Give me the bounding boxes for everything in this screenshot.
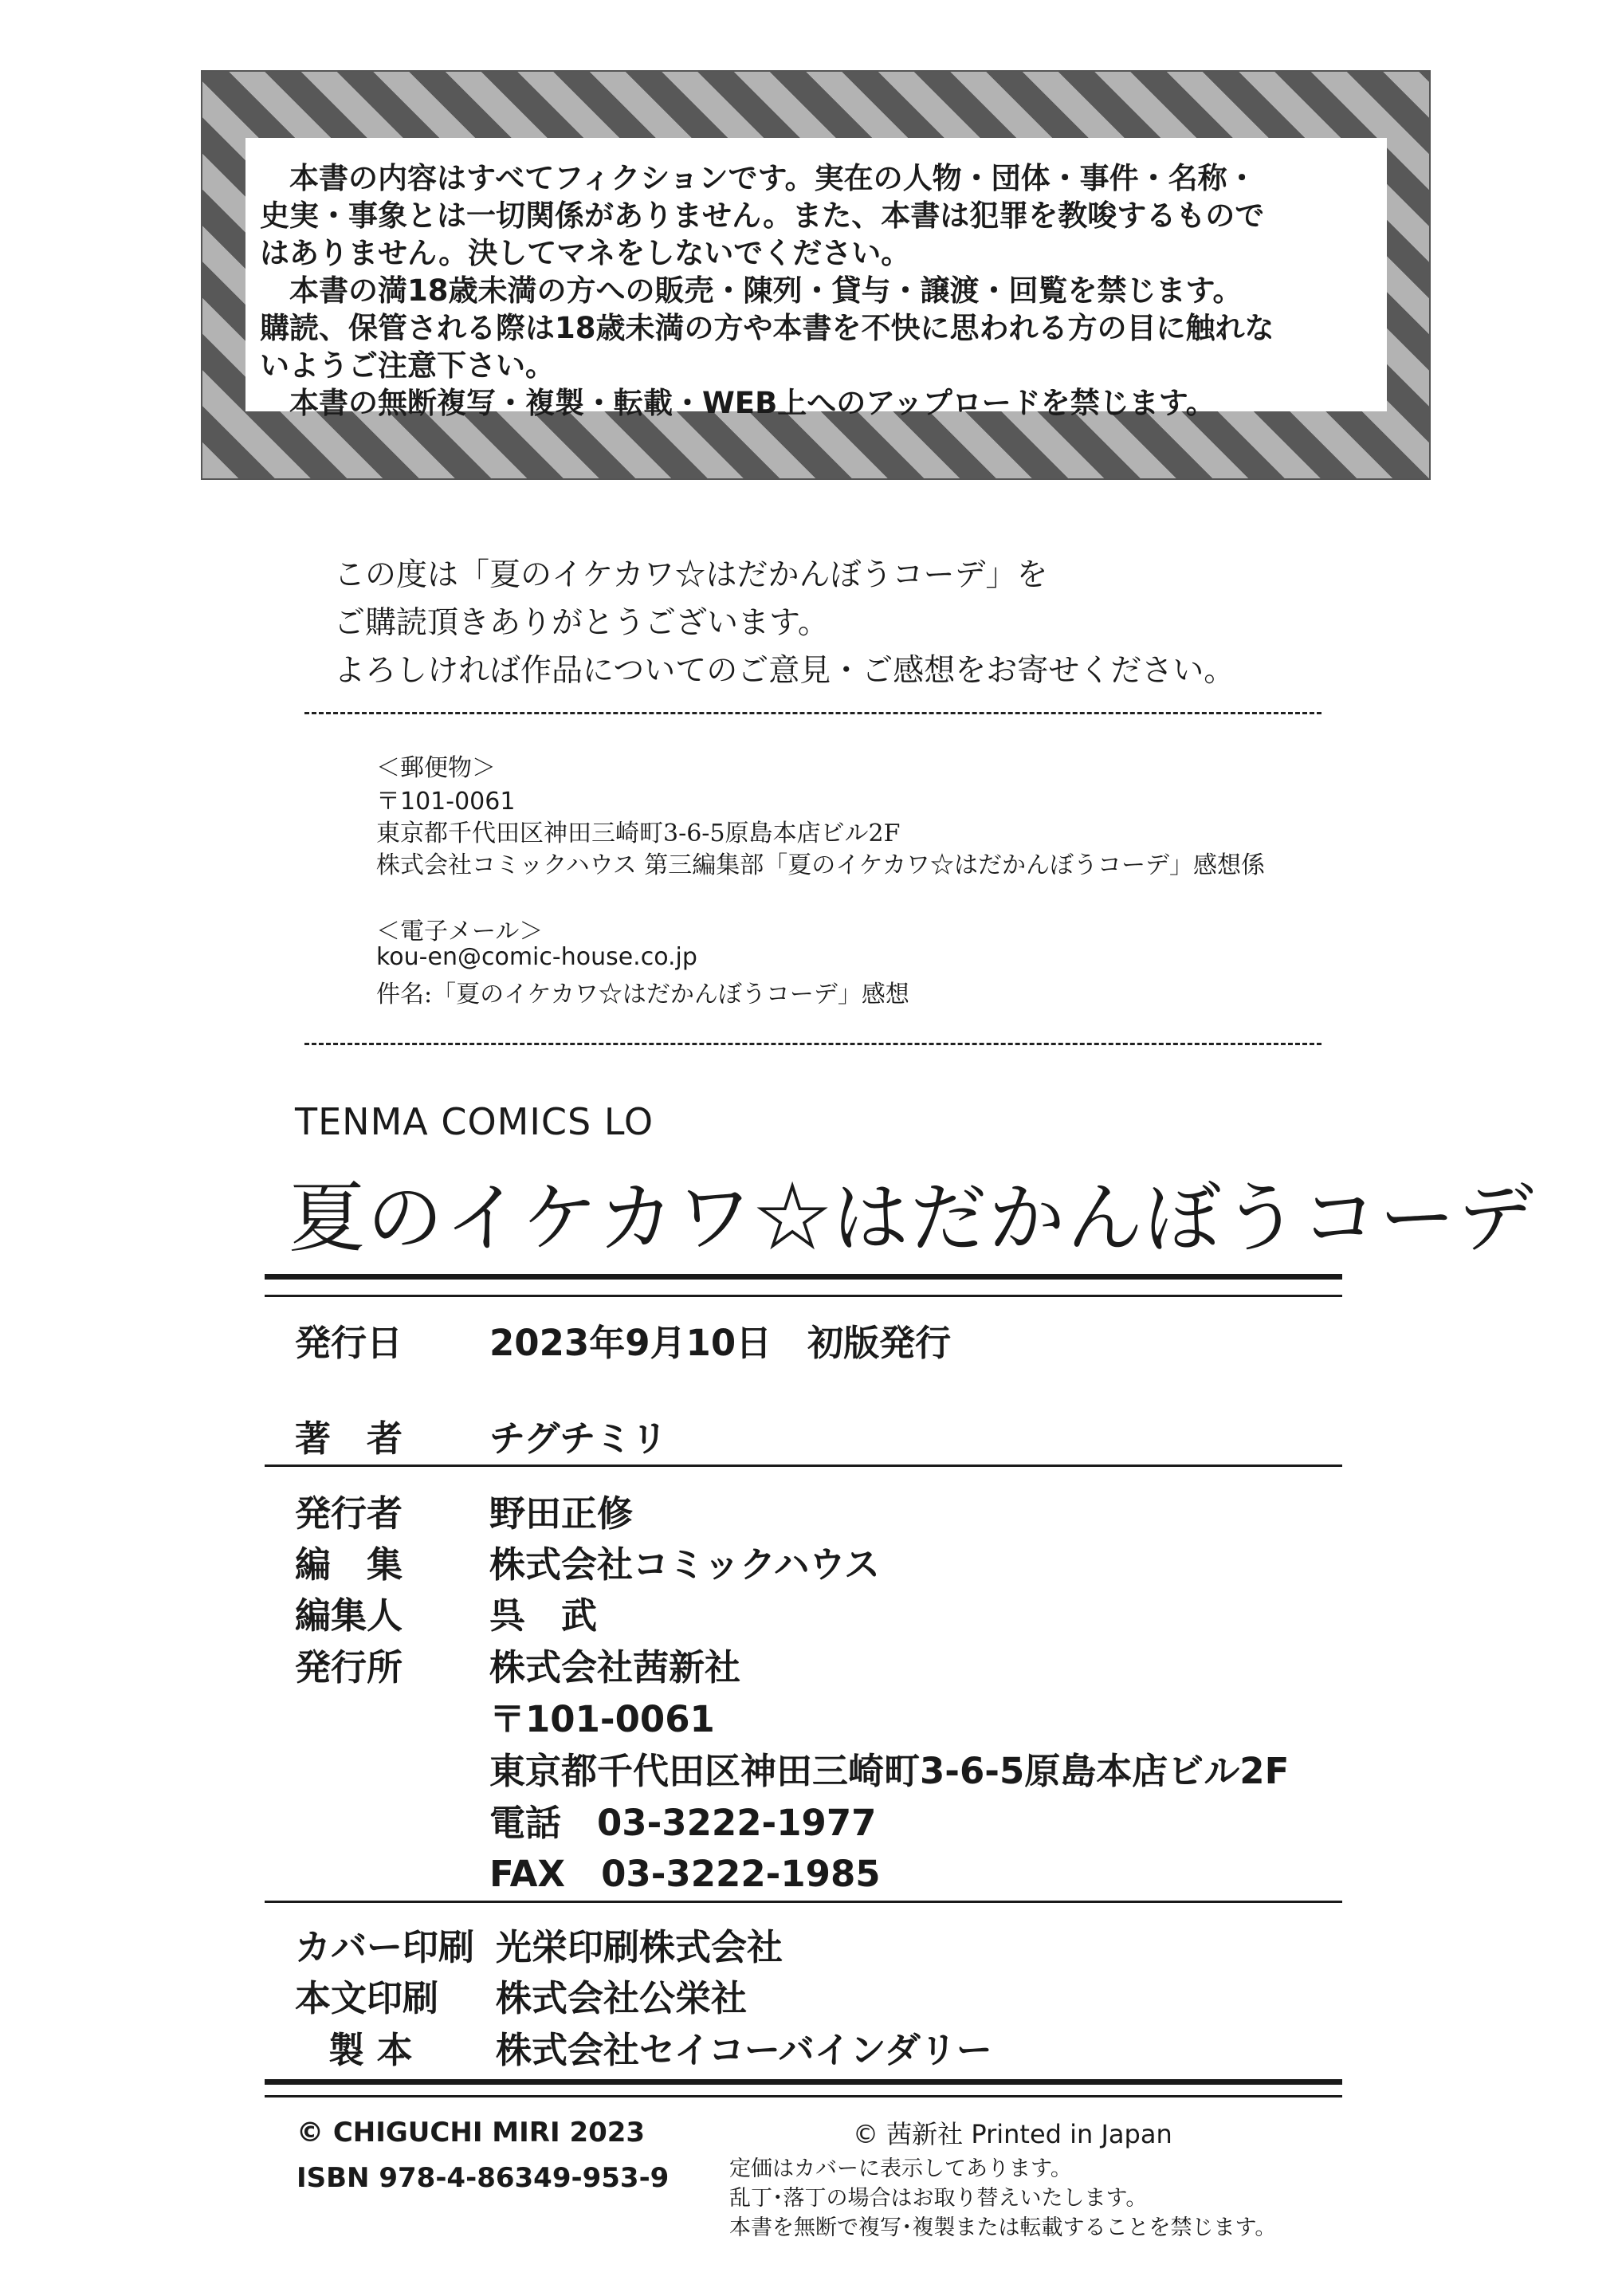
footer-note: 乱丁･落丁の場合はお取り替えいたします。 bbox=[729, 2186, 1148, 2211]
book-title: 夏のイケカワ☆はだかんぼうコーデ bbox=[289, 1174, 1536, 1263]
office-address: 東京都千代田区神田三崎町3-6-5原島本店ビル2F bbox=[489, 1750, 1290, 1792]
thanks-line: ご購読頂きありがとうございます。 bbox=[334, 605, 829, 641]
editor-value: 呉 武 bbox=[489, 1594, 598, 1637]
mail-address: 東京都千代田区神田三崎町3-6-5原島本店ビル2F bbox=[376, 820, 901, 847]
rule-thin bbox=[265, 1901, 1342, 1903]
office-fax: FAX 03-3222-1985 bbox=[489, 1853, 881, 1895]
editor-label: 編集人 bbox=[295, 1594, 403, 1637]
editing-value: 株式会社コミックハウス bbox=[489, 1543, 881, 1586]
author-value: チグチミリ bbox=[489, 1417, 668, 1460]
publish-date-label: 発行日 bbox=[295, 1322, 403, 1364]
footer-note: 定価はカバーに表示してあります。 bbox=[729, 2156, 1072, 2181]
office-value: 株式会社茜新社 bbox=[489, 1646, 741, 1689]
email-subject: 件名:「夏のイケカワ☆はだかんぼうコーデ」感想 bbox=[376, 981, 909, 1008]
thanks-line: この度は「夏のイケカワ☆はだかんぼうコーデ」を bbox=[334, 557, 1048, 593]
publisher-person-value: 野田正修 bbox=[489, 1492, 634, 1535]
warning-line: 購読、保管される際は18歳未満の方や本書を不快に思われる方の目に触れな bbox=[260, 311, 1274, 345]
cover-print-value: 光栄印刷株式会社 bbox=[496, 1926, 783, 1968]
warning-line: 本書の無断複写・複製・転載・WEB上へのアップロードを禁じます。 bbox=[260, 386, 1215, 420]
rule-thick bbox=[265, 1274, 1342, 1280]
email-address: kou-en@comic-house.co.jp bbox=[376, 943, 697, 971]
series-name: TENMA COMICS LO bbox=[295, 1100, 654, 1143]
office-postal: 〒101-0061 bbox=[489, 1698, 715, 1740]
editing-label: 編 集 bbox=[295, 1543, 403, 1586]
warning-panel bbox=[245, 138, 1387, 420]
mail-heading: ＜郵便物＞ bbox=[376, 754, 496, 782]
rule-thin bbox=[265, 1464, 1342, 1467]
warning-line: いようご注意下さい。 bbox=[260, 348, 555, 383]
office-phone: 電話 03-3222-1977 bbox=[489, 1802, 877, 1844]
dashed-divider bbox=[304, 712, 1321, 714]
office-label: 発行所 bbox=[295, 1646, 403, 1689]
warning-line: はありません。決してマネをしないでください。 bbox=[260, 236, 911, 270]
rule-thin bbox=[265, 1295, 1342, 1297]
warning-line: 史実・事象とは一切関係がありません。また、本書は犯罪を教唆するもので bbox=[260, 199, 1265, 233]
dashed-divider bbox=[304, 1043, 1321, 1045]
binding-label: 製 本 bbox=[328, 2029, 413, 2071]
rule-thick bbox=[265, 2079, 1342, 2085]
warning-line: 本書の内容はすべてフィクションです。実在の人物・団体・事件・名称・ bbox=[260, 161, 1257, 195]
body-print-label: 本文印刷 bbox=[295, 1977, 439, 2019]
email-heading: ＜電子メール＞ bbox=[376, 918, 544, 946]
body-print-value: 株式会社公栄社 bbox=[496, 1977, 748, 2019]
binding-value: 株式会社セイコーバインダリー bbox=[496, 2029, 992, 2071]
warning-box bbox=[201, 70, 1431, 480]
rule-thin bbox=[265, 2095, 1342, 2097]
publisher-person-label: 発行者 bbox=[295, 1492, 403, 1535]
mail-postal: 〒101-0061 bbox=[376, 788, 516, 816]
thanks-line: よろしければ作品についてのご意見・ご感想をお寄せください。 bbox=[334, 653, 1235, 689]
mail-recipient: 株式会社コミックハウス 第三編集部「夏のイケカワ☆はだかんぼうコーデ」感想係 bbox=[376, 851, 1266, 879]
publish-date-value: 2023年9月10日 初版発行 bbox=[489, 1322, 952, 1364]
author-label: 著 者 bbox=[295, 1417, 403, 1460]
warning-line: 本書の満18歳未満の方への販売・陳列・貸与・譲渡・回覧を禁じます。 bbox=[260, 273, 1243, 308]
publisher-copyright: © 茜新社 Printed in Japan bbox=[853, 2119, 1172, 2149]
cover-print-label: カバー印刷 bbox=[295, 1926, 475, 1968]
isbn: ISBN 978-4-86349-953-9 bbox=[297, 2162, 670, 2194]
footer-note: 本書を無断で複写･複製または転載することを禁じます。 bbox=[729, 2215, 1277, 2240]
copyright: © CHIGUCHI MIRI 2023 bbox=[297, 2117, 646, 2149]
